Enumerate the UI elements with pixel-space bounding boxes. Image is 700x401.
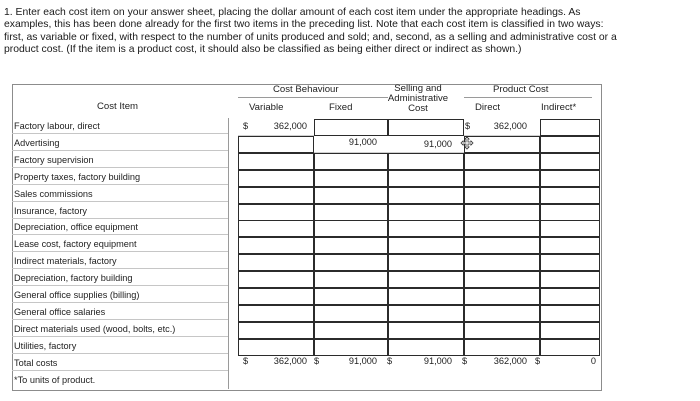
input-cell-variable[interactable]: [238, 254, 314, 271]
input-cell-sga[interactable]: [388, 119, 464, 136]
input-cell-direct[interactable]: [464, 305, 540, 322]
labour-variable-value: 362,000: [273, 121, 307, 131]
cost-item-label: Indirect materials, factory: [12, 253, 228, 269]
input-cell-fixed[interactable]: [314, 305, 388, 322]
input-cell-variable[interactable]: [238, 220, 314, 237]
header-underline-cost-behaviour: [238, 97, 388, 98]
total-direct-dollar: $: [462, 356, 468, 366]
instruction-line-4: product cost. (If the item is a product cost, it should also be classified as being either direct or indirect as shown.): [4, 43, 522, 55]
cost-classification-table: [12, 84, 602, 391]
input-cell-direct[interactable]: [464, 136, 540, 153]
cost-item-label: Insurance, factory: [12, 203, 228, 219]
label-column-separator: [228, 118, 229, 389]
input-cell-sga[interactable]: [388, 271, 464, 288]
input-cell-direct[interactable]: [464, 187, 540, 204]
input-cell-sga[interactable]: [388, 153, 464, 170]
input-cell-variable[interactable]: [238, 187, 314, 204]
input-cell-sga[interactable]: [388, 170, 464, 187]
input-cell-fixed[interactable]: [314, 119, 388, 136]
input-cell-sga[interactable]: [388, 288, 464, 305]
labour-direct-dollar: $: [465, 121, 471, 131]
input-cell-indirect[interactable]: [540, 119, 600, 136]
input-cell-variable[interactable]: [238, 136, 314, 153]
total-indirect-value: 0: [590, 356, 596, 366]
input-cell-variable[interactable]: [238, 153, 314, 170]
cost-item-label: Utilities, factory: [12, 338, 228, 354]
input-cell-indirect[interactable]: [540, 305, 600, 322]
input-cell-fixed[interactable]: [314, 204, 388, 221]
input-cell-variable[interactable]: [238, 322, 314, 339]
cost-item-label: Property taxes, factory building: [12, 169, 228, 185]
total-variable-dollar: $: [243, 356, 249, 366]
input-cell-direct[interactable]: [464, 170, 540, 187]
cost-item-label: Depreciation, office equipment: [12, 219, 228, 235]
header-sga-line2: Administrative: [387, 93, 449, 104]
input-cell-direct[interactable]: [464, 271, 540, 288]
input-cell-sga[interactable]: [388, 204, 464, 221]
advertising-fixed-value: 91,000: [348, 137, 377, 147]
cost-item-label: Direct materials used (wood, bolts, etc.): [12, 321, 228, 337]
input-cell-sga[interactable]: [388, 220, 464, 237]
input-cell-variable[interactable]: [238, 271, 314, 288]
input-cell-fixed[interactable]: [314, 187, 388, 204]
header-underline-product-cost: [464, 97, 592, 98]
header-variable: Variable: [249, 102, 284, 113]
cost-item-label: Sales commissions: [12, 186, 228, 202]
input-cell-direct[interactable]: [464, 220, 540, 237]
input-cell-sga[interactable]: [388, 187, 464, 204]
footnote: *To units of product.: [14, 375, 96, 385]
total-variable-value: 362,000: [273, 356, 307, 366]
totals-label: Total costs: [12, 355, 228, 371]
cost-item-label: Advertising: [12, 135, 228, 151]
input-cell-indirect[interactable]: [540, 170, 600, 187]
cost-item-label: Depreciation, factory building: [12, 270, 228, 286]
cost-item-label: Factory labour, direct: [12, 118, 228, 134]
header-cost-behaviour: Cost Behaviour: [273, 84, 339, 95]
input-cell-indirect[interactable]: [540, 187, 600, 204]
input-cell-direct[interactable]: [464, 153, 540, 170]
header-product-cost: Product Cost: [493, 84, 549, 95]
header-sga-line3: Cost: [408, 103, 428, 114]
input-cell-fixed[interactable]: [314, 322, 388, 339]
input-cell-variable[interactable]: [238, 170, 314, 187]
input-cell-indirect[interactable]: [540, 136, 600, 153]
input-cell-indirect[interactable]: [540, 254, 600, 271]
cost-item-label: Factory supervision: [12, 152, 228, 168]
input-cell-sga[interactable]: [388, 237, 464, 254]
header-cost-item: Cost Item: [97, 101, 139, 112]
total-sga-value: 91,000: [423, 356, 452, 366]
total-indirect-dollar: $: [535, 356, 541, 366]
input-cell-fixed[interactable]: [314, 170, 388, 187]
cost-item-label: General office supplies (billing): [12, 287, 228, 303]
input-cell-sga[interactable]: [388, 305, 464, 322]
input-cell-indirect[interactable]: [540, 204, 600, 221]
input-cell-indirect[interactable]: [540, 271, 600, 288]
header-indirect: Indirect*: [541, 102, 577, 113]
cost-item-label: General office salaries: [12, 304, 228, 320]
input-cell-sga[interactable]: [388, 322, 464, 339]
total-fixed-value: 91,000: [348, 356, 377, 366]
total-direct-value: 362,000: [493, 356, 527, 366]
instructions: [4, 7, 700, 56]
input-cell-indirect[interactable]: [540, 153, 600, 170]
advertising-sga-value: 91,000: [423, 139, 452, 149]
input-cell-fixed[interactable]: [314, 153, 388, 170]
labour-direct-value: 362,000: [493, 121, 527, 131]
input-cell-sga[interactable]: [388, 254, 464, 271]
input-cell-variable[interactable]: [238, 305, 314, 322]
header-fixed: Fixed: [329, 102, 353, 113]
input-cell-direct[interactable]: [464, 288, 540, 305]
input-cell-fixed[interactable]: [314, 220, 388, 237]
labour-variable-dollar: $: [243, 121, 249, 131]
input-cell-direct[interactable]: [464, 254, 540, 271]
input-cell-direct[interactable]: [464, 237, 540, 254]
input-cell-fixed[interactable]: [314, 271, 388, 288]
total-sga-dollar: $: [387, 356, 393, 366]
input-cell-variable[interactable]: [238, 288, 314, 305]
instruction-line-2: examples, this has been done already for the first two items in the preceding list. Note that each cost item is classified in two ways:: [4, 19, 604, 31]
header-sga-line1: Selling and: [394, 83, 442, 94]
instruction-line-1: 1. Enter each cost item on your answer sheet, placing the dollar amount of each cost item under the appropriate headings. As: [4, 7, 581, 18]
move-cursor-icon: [460, 136, 474, 150]
input-cell-direct[interactable]: [464, 204, 540, 221]
input-cell-indirect[interactable]: [540, 237, 600, 254]
input-cell-direct[interactable]: [464, 322, 540, 339]
input-cell-variable[interactable]: [238, 237, 314, 254]
cost-item-label: Lease cost, factory equipment: [12, 236, 228, 252]
input-cell-variable[interactable]: [238, 204, 314, 221]
total-fixed-dollar: $: [314, 356, 320, 366]
input-cell-indirect[interactable]: [540, 220, 600, 237]
instruction-line-3: first, as variable or fixed, with respect to the number of units produced and sold; and, second, as a selling and administrative cost or a: [4, 31, 617, 43]
input-cell-indirect[interactable]: [540, 322, 600, 339]
input-cell-fixed[interactable]: [314, 288, 388, 305]
input-cell-fixed[interactable]: [314, 237, 388, 254]
header-direct: Direct: [475, 102, 501, 113]
input-cell-indirect[interactable]: [540, 288, 600, 305]
input-cell-fixed[interactable]: [314, 254, 388, 271]
